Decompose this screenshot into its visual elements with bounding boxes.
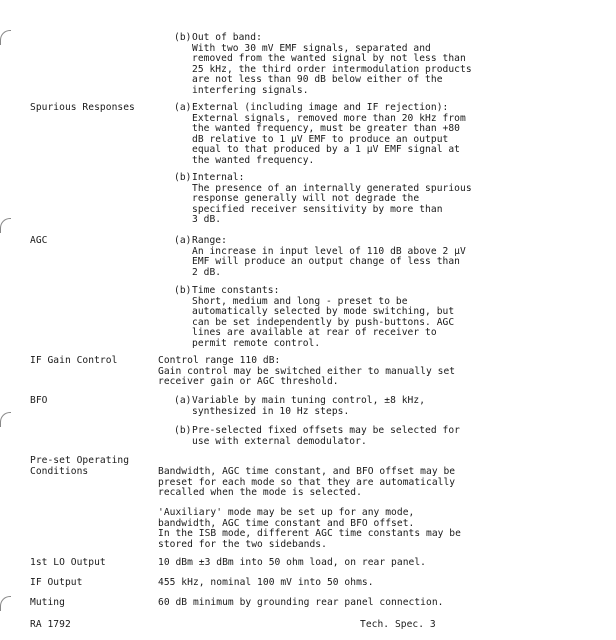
item-marker: (a) [174,102,192,113]
bfo-variable-text: Variable by main tuning control, ±8 kHz, synthesized in 10 Hz steps. [192,395,426,417]
item-marker: (b) [174,425,192,436]
spurious-internal-text: Internal: The presence of an internally generated spurious response generally will not degrade the specified receiver sensitivity by more than 3 dB. [192,172,472,225]
muting-text: 60 dB minimum by grounding rear panel connection. [158,597,444,608]
scan-edge-mark [0,30,11,45]
scan-edge-mark [0,412,11,427]
preset-operating-conditions-label: Pre-set Operating Conditions [30,455,130,477]
item-marker: (b) [174,32,192,43]
bfo-label: BFO [30,395,48,406]
spurious-external-text: External (including image and IF rejection): External signals, removed more than 20 kHz from the wanted frequency, must be greater than +80 dB relative to 1 µV EMF to produce an output equal to that produced by a 1 µV EMF signal at the wanted frequency. [192,102,466,166]
item-marker: (a) [174,395,192,406]
agc-time-constants-text: Time constants: Short, medium and long - preset to be automatically selected by mode switching, but can be set independently by push-buttons. AGC lines are available at rear of receiver to permit remote control. [192,285,455,349]
if-gain-control-text: Control range 110 dB: Gain control may be switched either to manually set receiver gain or AGC threshold. [158,355,456,387]
spurious-responses-label: Spurious Responses [30,102,135,113]
footer-page-ref: Tech. Spec. 3 [360,619,436,630]
out-of-band-text: Out of band: With two 30 mV EMF signals, separated and removed from the wanted signal by not less than 25 kHz, the third order intermodulation products are not less than 90 dB below either of the interfering signals. [192,32,472,96]
if-output-label: IF Output [30,577,83,588]
scan-edge-mark [0,596,11,611]
agc-label: AGC [30,235,48,246]
item-marker: (b) [174,285,192,296]
if-gain-control-label: IF Gain Control [30,355,118,366]
agc-range-text: Range: An increase in input level of 110 dB above 2 µV EMF will produce an output change of less than 2 dB. [192,235,466,278]
scan-edge-mark [0,218,11,233]
preset-text-2: 'Auxiliary' mode may be set up for any mode, bandwidth, AGC time constant and BFO offset. In the ISB mode, different AGC time constants may be stored for the two sidebands. [158,507,461,550]
bfo-preselected-text: Pre-selected fixed offsets may be selected for use with external demodulator. [192,425,460,447]
lo-output-label: 1st LO Output [30,557,106,568]
if-output-text: 455 kHz, nominal 100 mV into 50 ohms. [158,577,374,588]
footer-model: RA 1792 [30,619,71,630]
lo-output-text: 10 dBm ±3 dBm into 50 ohm load, on rear panel. [158,557,426,568]
item-marker: (a) [174,235,192,246]
muting-label: Muting [30,597,65,608]
item-marker: (b) [174,172,192,183]
preset-text-1: Bandwidth, AGC time constant, and BFO offset may be preset for each mode so that they are automatically recalled when the mode is selected. [158,466,456,498]
